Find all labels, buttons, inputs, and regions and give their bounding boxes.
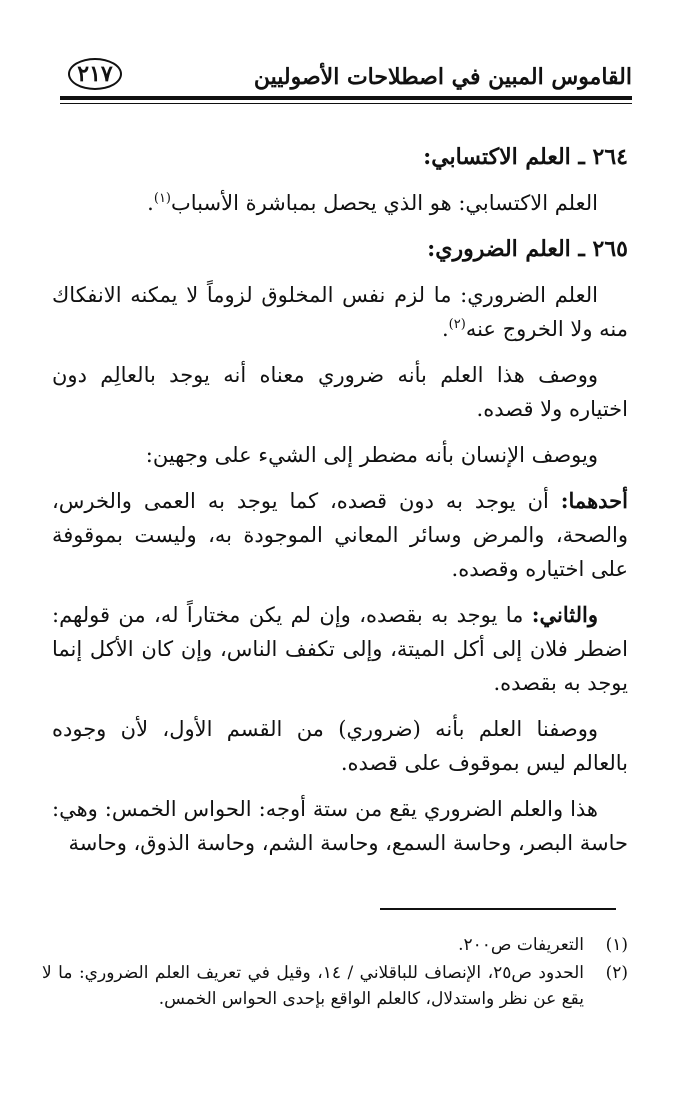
footnote-mark: (١): [605, 935, 628, 955]
paragraph-tail: .: [147, 191, 154, 215]
book-title: القاموس المبين في اصطلاحات الأصوليين: [253, 64, 632, 90]
paragraph-lead: والثاني:: [531, 602, 598, 627]
paragraph-tail: .: [441, 317, 449, 341]
body-paragraph: هذا والعلم الضروري يقع من ستة أوجه: الحواس الخمس: وهي: حاسة البصر، وحاسة السمع، وحاسة الشم، وحاسة الذوق، وحاسة: [52, 797, 628, 855]
header-rule-thin: [60, 103, 632, 104]
footnote: [42, 960, 628, 1012]
paragraph-text: العلم الضروري: ما لزم نفس المخلوق لزوماً لا يمكنه الانفكاك منه ولا الخروج عنه: [52, 283, 628, 341]
header-rule-thick: [60, 96, 632, 100]
paragraph-text: العلم الاكتسابي: هو الذي يحصل بمباشرة الأسباب: [171, 191, 598, 215]
body-paragraph: ووصف هذا العلم بأنه ضروري معناه أنه يوجد بالعالِم دون اختياره ولا قصده.: [52, 363, 628, 421]
page-number: ٢١٧: [68, 58, 122, 90]
footnote-ref: (١): [153, 191, 171, 206]
footnote-text: الحدود ص٢٥، الإنصاف للباقلاني / ١٤، وقيل في تعريف العلم الضروري: ما لا يقع عن نظر واستدلال، كالعلم الواقع بإحدى الحواس الخمس.: [42, 963, 584, 1009]
body-paragraph: ويوصف الإنسان بأنه مضطر إلى الشيء على وجهين:: [145, 443, 598, 467]
footnote-separator: [380, 908, 616, 910]
body-paragraph: [52, 484, 628, 586]
page-body: [52, 140, 628, 872]
paragraph-text: ما يوجد به بقصده، وإن لم يكن مختاراً له، من قولهم: اضطر فلان إلى أكل الميتة، وإلى تكفف الناس، وإن كان الأكل إنما يوجد به بقصده.: [52, 603, 628, 695]
page-header: [60, 52, 632, 98]
entry-heading: ٢٦٤ ـ العلم الاكتسابي:: [423, 144, 628, 170]
body-paragraph: ووصفنا العلم بأنه (ضروري) من القسم الأول، لأن وجوده بالعالم ليس بموقوف على قصده.: [52, 717, 628, 775]
footnotes: [42, 932, 628, 1014]
paragraph-text: أن يوجد به دون قصده، كما يوجد به العمى والخرس، والصحة، والمرض وسائر المعاني الموجودة به، وليست بموقوفة على اختياره وقصده.: [52, 489, 628, 581]
entry-heading: ٢٦٥ ـ العلم الضروري:: [427, 236, 628, 262]
footnote-text: التعريفات ص٢٠٠.: [458, 935, 584, 955]
paragraph-lead: أحدهما:: [560, 488, 628, 513]
footnote-ref: (٢): [448, 317, 466, 332]
footnote-mark: (٢): [605, 963, 628, 983]
definition-paragraph: [52, 186, 628, 220]
body-paragraph: [52, 598, 628, 700]
footnote: [42, 932, 628, 958]
definition-paragraph: [52, 278, 628, 346]
